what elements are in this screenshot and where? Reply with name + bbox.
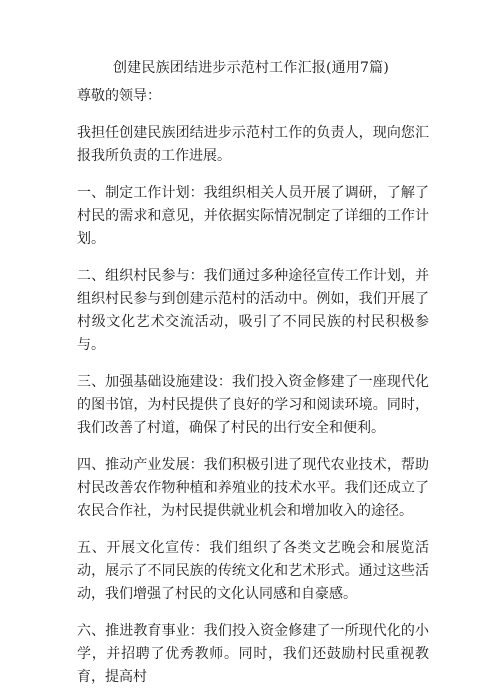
salutation: 尊敬的领导：	[77, 88, 161, 104]
paragraph-infrastructure: 三、加强基础设施建设：我们投入资金修建了一座现代化的图书馆，为村民提供了良好的学习和阅读环境。同时，我们改善了村道，确保了村民的出行安全和便利。	[77, 374, 429, 436]
paragraph-industry: 四、推动产业发展：我们积极引进了现代农业技术，帮助村民改善农作物种植和养殖业的技术水平。我们还成立了农民合作社，为村民提供就业机会和增加收入的途径。	[77, 457, 429, 519]
document-title: 创建民族团结进步示范村工作汇报(通用7篇)	[112, 60, 390, 76]
paragraph-education: 六、推进教育事业：我们投入资金修建了一所现代化的小学，并招聘了优秀教师。同时，我们还鼓励村民重视教育，提高村	[77, 623, 429, 685]
paragraph-culture: 五、开展文化宣传：我们组织了各类文艺晚会和展览活动，展示了不同民族的传统文化和艺术形式。通过这些活动，我们增强了村民的文化认同感和自豪感。	[77, 540, 429, 602]
paragraph-intro: 我担任创建民族团结进步示范村工作的负责人，现向您汇报我所负责的工作进展。	[77, 125, 429, 164]
paragraph-work-plan: 一、制定工作计划：我组织相关人员开展了调研，了解了村民的需求和意见，并依据实际情况制定了详细的工作计划。	[77, 185, 429, 247]
paragraph-villager-participation: 二、组织村民参与：我们通过多种途径宣传工作计划，并组织村民参与到创建示范村的活动中。例如，我们开展了村级文化艺术交流活动，吸引了不同民族的村民积极参与。	[77, 268, 429, 353]
